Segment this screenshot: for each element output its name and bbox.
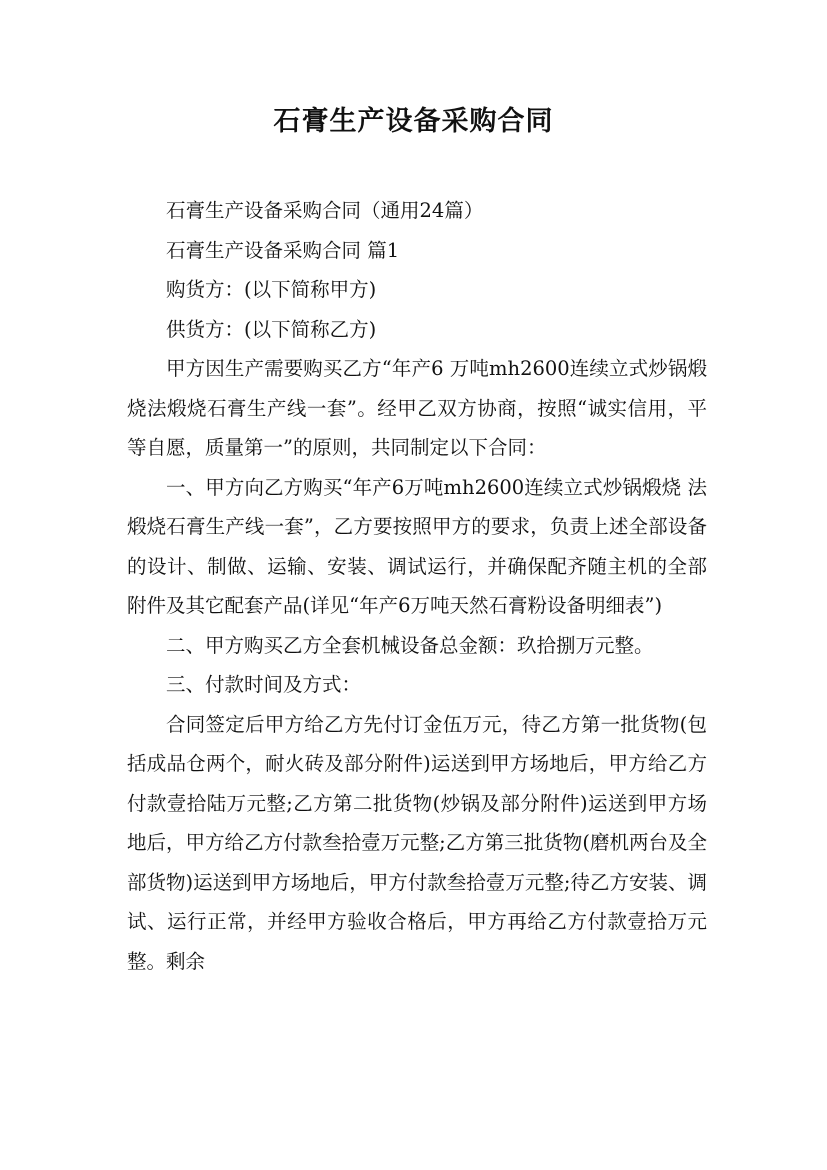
paragraph-intro: 甲方因生产需要购买乙方“年产6 万吨mh2600连续立式炒锅煅烧法煅烧石膏生产线一套”。经甲乙双方协商，按照“诚实信用，平等自愿，质量第一”的原则，共同制定以下合同：	[127, 357, 707, 459]
paragraph-clause-1: 一、甲方向乙方购买“年产6万吨mh2600连续立式炒锅煅烧 法煅烧石膏生产线一套”，乙方要按照甲方的要求，负责上述全部设备的设计、制做、运输、安装、调试运行，并确保配齐随主机的全部附件及其它配套产品(详见“年产6万吨天然石膏粉设备明细表”)	[127, 475, 707, 617]
paragraph-section-heading: 石膏生产设备采购合同 篇1	[166, 238, 400, 262]
document-title: 石膏生产设备采购合同	[273, 106, 554, 137]
paragraph-clause-2: 二、甲方购买乙方全套机械设备总金额：玖拾捌万元整。	[166, 633, 654, 657]
paragraph-payment-terms: 合同签定后甲方给乙方先付订金伍万元，待乙方第一批货物(包括成品仓两个，耐火砖及部分附件)运送到甲方场地后，甲方给乙方付款壹拾陆万元整;乙方第二批货物(炒锅及部分附件)运送到甲方场地后，甲方给乙方付款叁拾壹万元整;乙方第三批货物(磨机两台及全部货物)运送到甲方场地后，甲方付款叁拾壹万元整;待乙方安装、调试、运行正常，并经甲方验收合格后，甲方再给乙方付款壹拾万元整。剩余	[127, 712, 707, 973]
paragraph-supplier: 供货方：(以下简称乙方)	[166, 317, 377, 341]
paragraph-subtitle: 石膏生产设备采购合同（通用24篇）	[166, 199, 484, 222]
paragraph-buyer: 购货方：(以下简称甲方)	[166, 278, 377, 301]
paragraph-clause-3-heading: 三、付款时间及方式：	[166, 673, 362, 696]
document-body	[127, 191, 707, 981]
